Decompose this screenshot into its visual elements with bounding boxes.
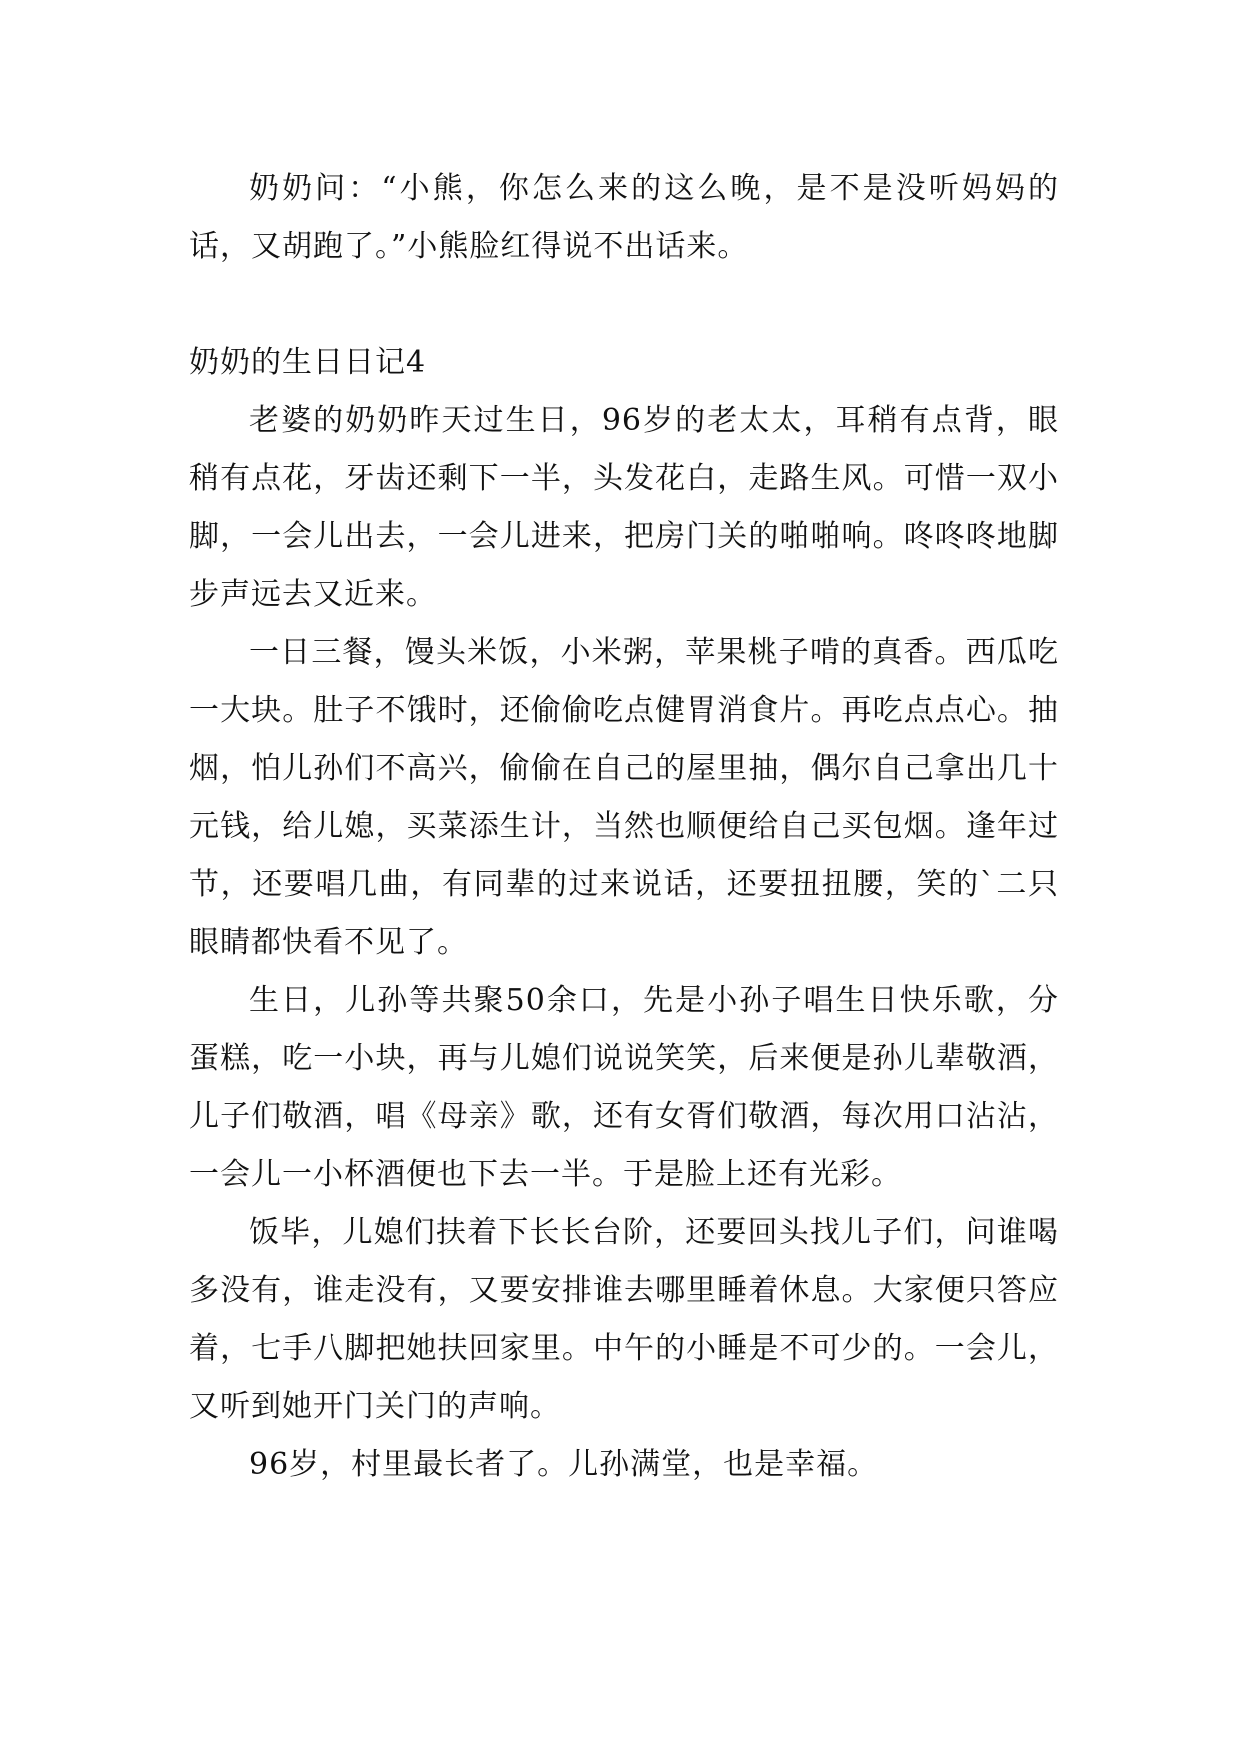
- paragraph-birthday-party: 生日，儿孙等共聚50余口，先是小孙子唱生日快乐歌，分蛋糕，吃一小块，再与儿媳们说说笑笑，后来便是孙儿辈敬酒，儿子们敬酒，唱《母亲》歌，还有女胥们敬酒，每次用口沾沾，一会儿一小杯酒便也下去一半。于是脸上还有光彩。: [189, 983, 1059, 1192]
- paragraph-daily-meals: 一日三餐，馒头米饭，小米粥，苹果桃子啃的真香。西瓜吃一大块。肚子不饿时，还偷偷吃点健胃消食片。再吃点点心。抽烟，怕儿孙们不高兴，偷偷在自己的屋里抽，偶尔自己拿出几十元钱，给儿媳，买菜添生计，当然也顺便给自己买包烟。逢年过节，还要唱几曲，有同辈的过来说话，还要扭扭腰，笑的`二只眼睛都快看不见了。: [189, 635, 1059, 960]
- section-spacer: [189, 276, 1059, 334]
- paragraph-grandma-question: 奶奶问：“小熊，你怎么来的这么晚，是不是没听妈妈的话，又胡跑了。”小熊脸红得说不出话来。: [189, 171, 1059, 264]
- section-heading: 奶奶的生日日记4: [189, 345, 427, 380]
- paragraph-conclusion: 96岁，村里最长者了。儿孙满堂，也是幸福。: [249, 1447, 879, 1482]
- paragraph-after-meal: 饭毕，儿媳们扶着下长长台阶，还要回头找儿子们，问谁喝多没有，谁走没有，又要安排谁去哪里睡着休息。大家便只答应着，七手八脚把她扶回家里。中午的小睡是不可少的。一会儿，又听到她开门关门的声响。: [189, 1215, 1059, 1424]
- paragraph-birthday-intro: 老婆的奶奶昨天过生日，96岁的老太太，耳稍有点背，眼稍有点花，牙齿还剩下一半，头发花白，走路生风。可惜一双小脚，一会儿出去，一会儿进来，把房门关的啪啪响。咚咚咚地脚步声远去又近来。: [189, 403, 1059, 612]
- document-body: [189, 160, 1059, 1494]
